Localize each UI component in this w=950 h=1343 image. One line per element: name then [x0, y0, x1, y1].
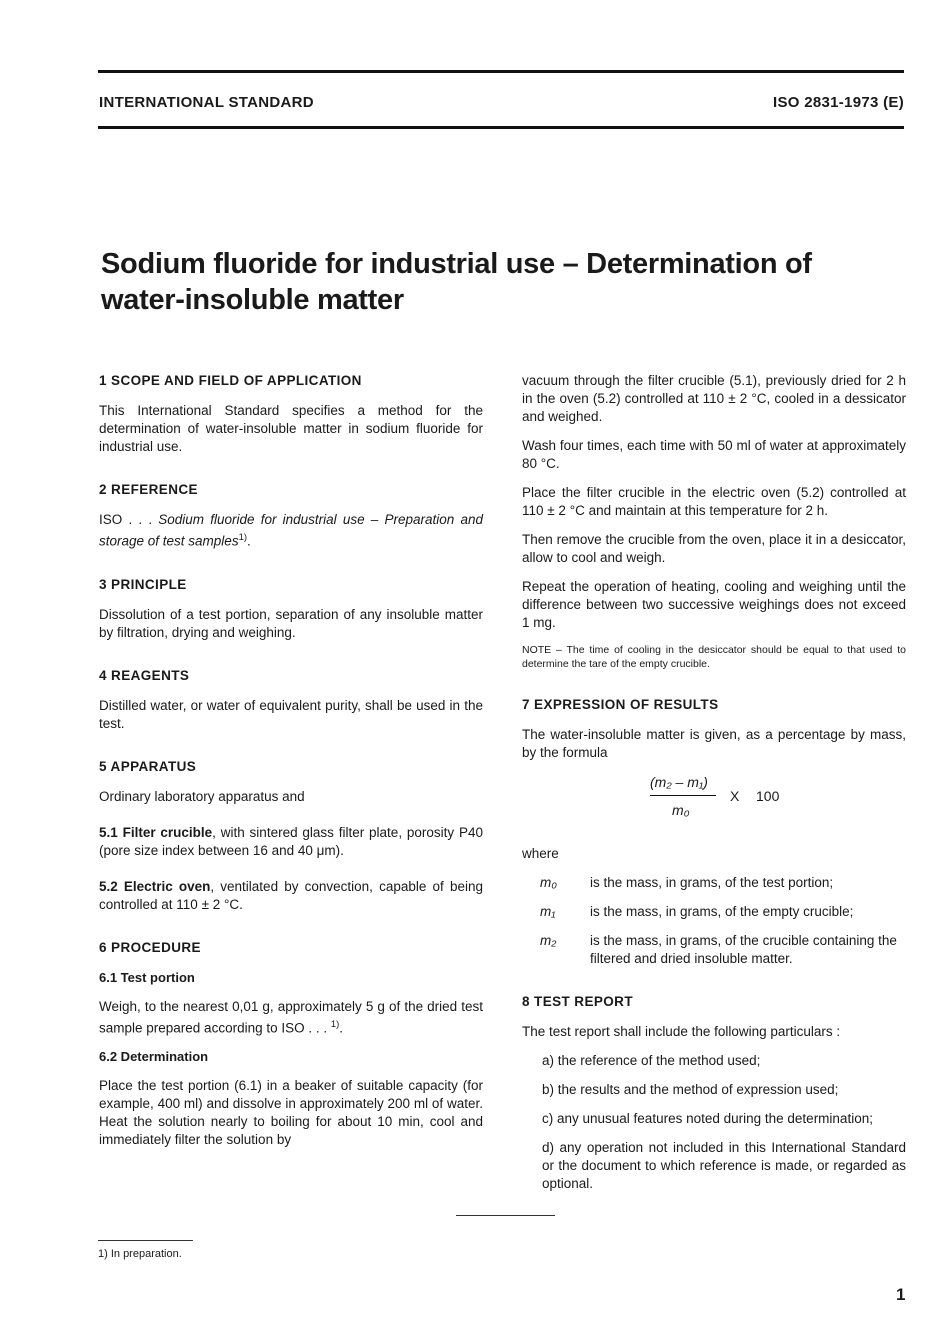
formula-fraction-bar: [650, 795, 716, 796]
section-8-heading: 8 TEST REPORT: [522, 994, 633, 1009]
section-6-heading: 6 PROCEDURE: [99, 939, 201, 955]
procedure-continued-1: vacuum through the filter crucible (5.1), previously dried for 2 h in the oven (5.2) controlled at 110 ± 2 °C, cooled in a dessicator and weighed.: [522, 373, 906, 424]
formula-denominator: m₀: [672, 802, 690, 818]
subsection-6-2-heading: 6.2 Determination: [99, 1049, 209, 1064]
report-item-a: a) the reference of the method used;: [542, 1053, 761, 1068]
section-4-text: Distilled water, or water of equivalent purity, shall be used in the test.: [99, 697, 483, 731]
section-4-heading: 4 REAGENTS: [99, 667, 190, 683]
footnote-ref: 1): [330, 1018, 340, 1030]
result-formula: [522, 773, 906, 833]
section-3-heading: 3 PRINCIPLE: [99, 576, 187, 592]
header-bottom-rule: [98, 126, 904, 129]
formula-factor: 100: [756, 788, 780, 804]
definition-symbol: m₂: [540, 933, 557, 948]
document-title: Sodium fluoride for industrial use – Determination of water-insoluble matter: [101, 248, 812, 316]
section-2-heading: 2 REFERENCE: [99, 482, 198, 497]
page-number: 1: [896, 1285, 906, 1304]
footnote: 1) In preparation.: [98, 1248, 182, 1260]
definition-text: is the mass, in grams, of the test portion;: [590, 875, 834, 890]
section-2-text: ISO . . . Sodium fluoride for industrial use – Preparation and storage of test samples$^{1)}$.: [99, 512, 483, 549]
procedure-continued-5: Repeat the operation of heating, cooling and weighing until the difference between two successive weighings does not exceed 1 mg.: [522, 579, 906, 630]
definition-symbol: m₀: [540, 875, 557, 890]
apparatus-5-1: [99, 824, 483, 860]
footnote-ref: 1): [238, 532, 247, 543]
section-5-heading: 5 APPARATUS: [99, 758, 197, 774]
apparatus-5-2: [99, 878, 483, 914]
definition-m0: [522, 874, 906, 892]
header-right: ISO 2831-1973 (E): [772, 94, 904, 111]
where-label: where: [522, 846, 559, 861]
apparatus-5-2-text: , ventilated by convection, capable of being controlled at 110 ± 2 °C.: [99, 878, 483, 912]
header-left: INTERNATIONAL STANDARD: [99, 94, 314, 111]
right-column: [522, 372, 906, 1204]
section-3-text: Dissolution of a test portion, separation of any insoluble matter by filtration, drying and weighing.: [99, 606, 483, 640]
section-7-intro: The water-insoluble matter is given, as a percentage by mass, by the formula: [522, 727, 906, 760]
report-item-d: d) any operation not included in this International Standard or the document to which reference is made, or regarded as optional.: [542, 1140, 906, 1191]
definition-text: is the mass, in grams, of the crucible containing the filtered and dried insoluble matter.: [590, 933, 897, 966]
definition-symbol: m₁: [540, 904, 556, 919]
reference-title: Sodium fluoride for industrial use – Preparation and storage of test samples: [99, 512, 483, 549]
formula-numerator: (m₂ – m₁): [650, 774, 708, 790]
definition-m1: [522, 903, 906, 921]
subsection-6-1-body: Weigh, to the nearest 0,01 g, approximately 5 g of the dried test sample prepared according to ISO . . .: [99, 998, 483, 1035]
procedure-continued-3: Place the filter crucible in the electric oven (5.2) controlled at 110 ± 2 °C and maintain at this temperature for 2 h.: [522, 485, 906, 518]
reference-prefix: ISO . . .: [99, 512, 159, 527]
procedure-continued-2: Wash four times, each time with 50 ml of water at approximately 80 °C.: [522, 438, 906, 471]
procedure-note: NOTE – The time of cooling in the desiccator should be equal to that used to determine the tare of the empty crucible.: [522, 644, 906, 670]
report-item-c: c) any unusual features noted during the determination;: [542, 1111, 873, 1126]
report-item-b: b) the results and the method of expression used;: [542, 1082, 839, 1097]
section-5-intro: Ordinary laboratory apparatus and: [99, 788, 305, 804]
end-separator: [456, 1215, 555, 1216]
top-rule: [98, 70, 904, 73]
subsection-6-1-text: Weigh, to the nearest 0,01 g, approximately 5 g of the dried test sample prepared according to ISO . . . $^{1)}$.: [99, 998, 483, 1035]
subsection-6-1-heading: 6.1 Test portion: [99, 969, 195, 985]
apparatus-5-1-text: , with sintered glass filter plate, porosity P40 (pore size index between 16 and 40 μm).: [99, 824, 483, 858]
definition-text: is the mass, in grams, of the empty crucible;: [590, 904, 854, 919]
section-8-intro: The test report shall include the following particulars :: [522, 1024, 841, 1039]
formula-times: X: [730, 788, 740, 804]
apparatus-5-1-label: 5.1 Filter crucible: [99, 824, 213, 840]
left-column: [99, 372, 483, 1160]
procedure-continued-4: Then remove the crucible from the oven, place it in a desiccator, allow to cool and weigh.: [522, 532, 906, 565]
section-1-text: This International Standard specifies a method for the determination of water-insoluble matter in sodium fluoride for industrial use.: [99, 403, 483, 454]
definition-m2: [522, 932, 906, 968]
footnote-rule: [98, 1240, 193, 1241]
section-1-heading: 1 SCOPE AND FIELD OF APPLICATION: [99, 373, 362, 388]
subsection-6-2-text: Place the test portion (6.1) in a beaker of suitable capacity (for example, 400 ml) and dissolve in approximately 200 ml of water. Heat the solution nearly to boiling for about 10 min, cool and immediately filter the solution by: [99, 1078, 483, 1147]
apparatus-5-2-label: 5.2 Electric oven: [99, 878, 211, 894]
section-7-heading: 7 EXPRESSION OF RESULTS: [522, 697, 719, 712]
